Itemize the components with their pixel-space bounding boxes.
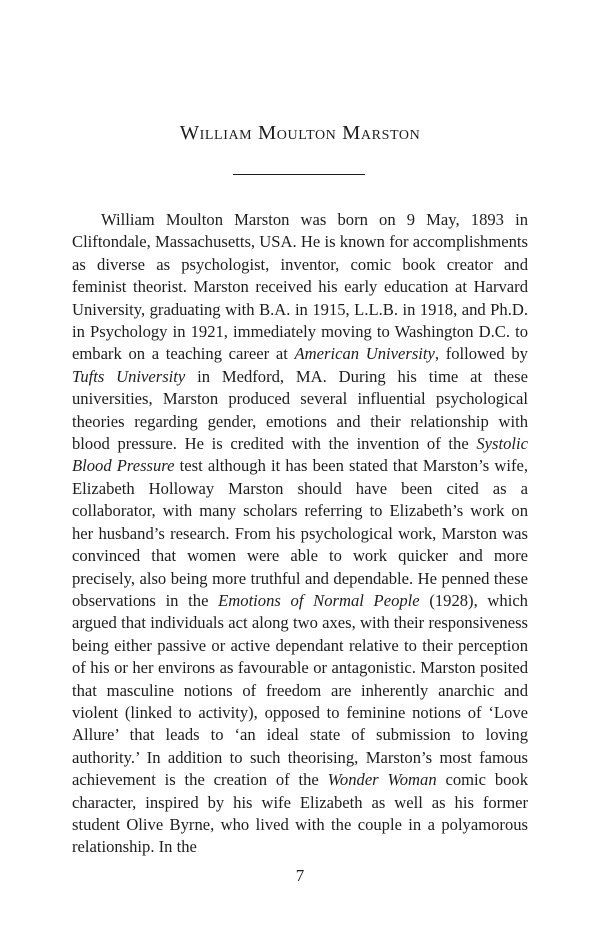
body-run: in Medford, MA. During his time at these universities, Marston produced several influential psychological theories regarding gender, emotions and their relationship with blood pressure. He is credited with the invention of the [72,366,528,454]
body-run: comic book character, inspired by his wife Elizabeth as well as his former student Olive Byrne, who lived with the couple in a polyamorous relationship. In the [72,770,529,857]
body-run-italic: Tufts University [72,366,186,386]
title-rule [233,174,365,175]
body-run: (1928), which argued that individuals act along two axes, with their responsiveness being either passive or active dependant relative to their perception of his or her environs as favourable or antagonistic. Marston posited that masculine notions of freedom are inherently anarchic and violent (linked to activity), opposed to feminine notions of ‘Love Allure’ that leads to ‘an ideal state of submission to loving authority.’ In addition to such theorising, Marston’s most famous achievement is the creation of the [72,590,528,790]
body-paragraph [72,209,528,859]
page-number: 7 [295,866,305,885]
chapter-title: William Moulton Marston [179,122,421,144]
body-run: William Moulton Marston was born on 9 May, 1893 in Cliftondale, Massachusetts, USA. He is known for accomplishments as diverse as psychologist, inventor, comic book creator and feminist theorist. Marston received his early education at Harvard University, graduating with B.A. in 1915, L.L.B. in 1918, and Ph.D. in Psychology in 1921, immediately moving to Washington D.C. to embark on a teaching career at [72,210,528,364]
body-run-italic: Wonder Woman [327,770,437,790]
body-run: , followed by [434,344,528,364]
body-run-italic: Systolic Blood Pressure [72,434,528,476]
body-run: test although it has been stated that Marston’s wife, Elizabeth Holloway Marston should have been cited as a collaborator, with many scholars referring to Elizabeth’s work on her husband’s research. From his psychological work, Marston was convinced that women were able to work quicker and more precisely, also being more truthful and dependable. He penned these observations in the [72,456,528,610]
body-run-italic: Emotions of Normal People [218,590,420,610]
body-run-italic: American University [294,344,435,364]
